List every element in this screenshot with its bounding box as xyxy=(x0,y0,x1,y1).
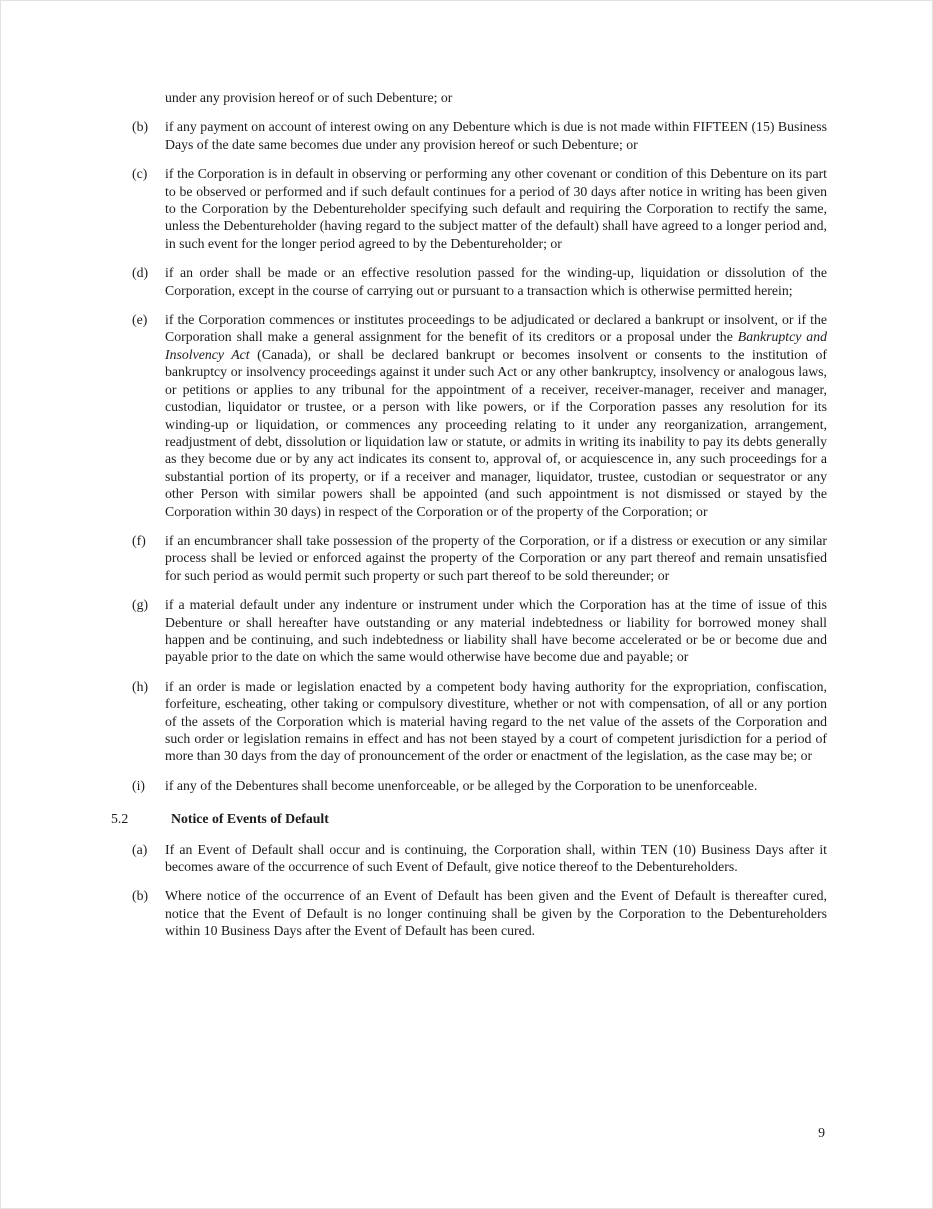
event-item-g xyxy=(111,596,827,666)
page-number: 9 xyxy=(818,1125,825,1140)
event-item-e xyxy=(111,311,827,520)
event-text-segment: if the Corporation commences or institutes proceedings to be adjudicated or declared a bankrupt or insolvent, or if the Corporation shall make a general assignment for the benefit of its creditors or a proposal under the xyxy=(165,312,827,345)
event-text: if an order shall be made or an effective resolution passed for the winding-up, liquidation or dissolution of the Corporation, except in the course of carrying out or pursuant to a transaction which is otherwise permitted herein; xyxy=(165,265,827,298)
notice-label: (a) xyxy=(132,841,148,857)
event-label: (f) xyxy=(132,532,146,548)
event-item-i xyxy=(111,777,827,794)
section-heading-5-2 xyxy=(111,810,827,827)
event-text-segment: (Canada), or shall be declared bankrupt or becomes insolvent or consents to the institution of bankruptcy or insolvency proceedings against it under such Act or any other bankruptcy, insolvency or analogous laws, or petitions or applies to any tribunal for the appointment of a receiver, receiver-manager, receiver and manager, custodian, liquidator or trustee, or a person with like powers, or if the Corporation passes any resolution for its winding-up or liquidation, or commences any proceeding relating to it under any reorganization, arrangement, readjustment of debt, dissolution or liquidation law or statute, or admits in writing its inability to pay its debts generally as they become due or by any act indicates its consent to, approval of, or acquiescence in, any such proceedings for a substantial portion of its property, or if a receiver and manager, liquidator, trustee, custodian or sequestrator or any other Person with similar powers shall be appointed (and such appointment is not dismissed or stayed by the Corporation within 30 days) in respect of the Corporation or of the property of the Corporation; or xyxy=(165,346,827,519)
page-content xyxy=(111,89,827,952)
notice-text: If an Event of Default shall occur and is continuing, the Corporation shall, within TEN (10) Business Days after it becomes aware of the occurrence of such Event of Default, give notice thereof to the Debentureholders. xyxy=(165,841,827,875)
event-item-f xyxy=(111,532,827,584)
event-label: (d) xyxy=(132,265,149,281)
notice-text: Where notice of the occurrence of an Event of Default has been given and the Event of Default is thereafter cured, notice that the Event of Default is no longer continuing shall be given by the Corporation to the Debentureholders within 10 Business Days after the Event of Default has been cured. xyxy=(165,888,827,939)
event-item-h xyxy=(111,678,827,765)
event-item-b xyxy=(111,118,827,153)
event-text: if any of the Debentures shall become unenforceable, or be alleged by the Corporation to be unenforceable. xyxy=(165,777,758,793)
event-text: if an encumbrancer shall take possession of the property of the Corporation, or if a distress or execution or any similar process shall be levied or enforced against the property of the Corporation or any part thereof and remain unsatisfied for such period as would permit such property or such part thereof to be sold thereunder; or xyxy=(165,532,827,583)
notice-item-a xyxy=(111,841,827,876)
statute-name-italic: Bankruptcy and Insolvency Act xyxy=(165,329,827,362)
event-label: (h) xyxy=(132,678,149,694)
section-number: 5.2 xyxy=(111,811,129,827)
event-text: if the Corporation is in default in observing or performing any other covenant or condition of this Debenture on its part to be observed or performed and if such default continues for a period of 30 days after notice in writing has been given to the Corporation by the Debentureholder specifying such default and requiring the Corporation to rectify the same, unless the Debentureholder (having regard to the subject matter of the default) shall have agreed to a longer period and, in such event for the longer period agreed to by the Debentureholder; or xyxy=(165,166,827,251)
event-text: if an order is made or legislation enacted by a competent body having authority for the expropriation, confiscation, forfeiture, escheating, other taking or compulsory divestiture, whether or not with compensation, of all or any portion of the assets of the Corporation which is material having regard to the net value of the assets of the Corporation and such order or legislation remains in effect and has not been stayed by a court of competent jurisdiction for a period of more than 30 days from the day of pronouncement of the order or enactment of the legislation, as the case may be; or xyxy=(165,678,827,764)
event-text: if any payment on account of interest owing on any Debenture which is due is not made within FIFTEEN (15) Business Days of the date same becomes due under any provision hereof or such Debenture; or xyxy=(165,119,827,152)
section-title: Notice of Events of Default xyxy=(171,811,329,827)
notice-item-b xyxy=(111,887,827,939)
event-label: (i) xyxy=(132,777,146,793)
event-label: (c) xyxy=(132,166,148,182)
event-item-c xyxy=(111,165,827,252)
event-label: (e) xyxy=(132,312,148,328)
event-label: (g) xyxy=(132,597,149,613)
event-item-d xyxy=(111,264,827,299)
notice-label: (b) xyxy=(132,888,149,904)
event-text xyxy=(165,311,827,520)
event-text: if a material default under any indenture or instrument under which the Corporation has at the time of issue of this Debenture or shall hereafter have outstanding or any material indebtedness or liability for borrowed money shall happen and be continuing, and such indebtedness or liability shall have become accelerated or be or become due and payable prior to the date on which the same would otherwise have become due and payable; or xyxy=(165,597,827,665)
continuation-text: under any provision hereof or of such Debenture; or xyxy=(165,90,453,105)
event-label: (b) xyxy=(132,119,149,135)
